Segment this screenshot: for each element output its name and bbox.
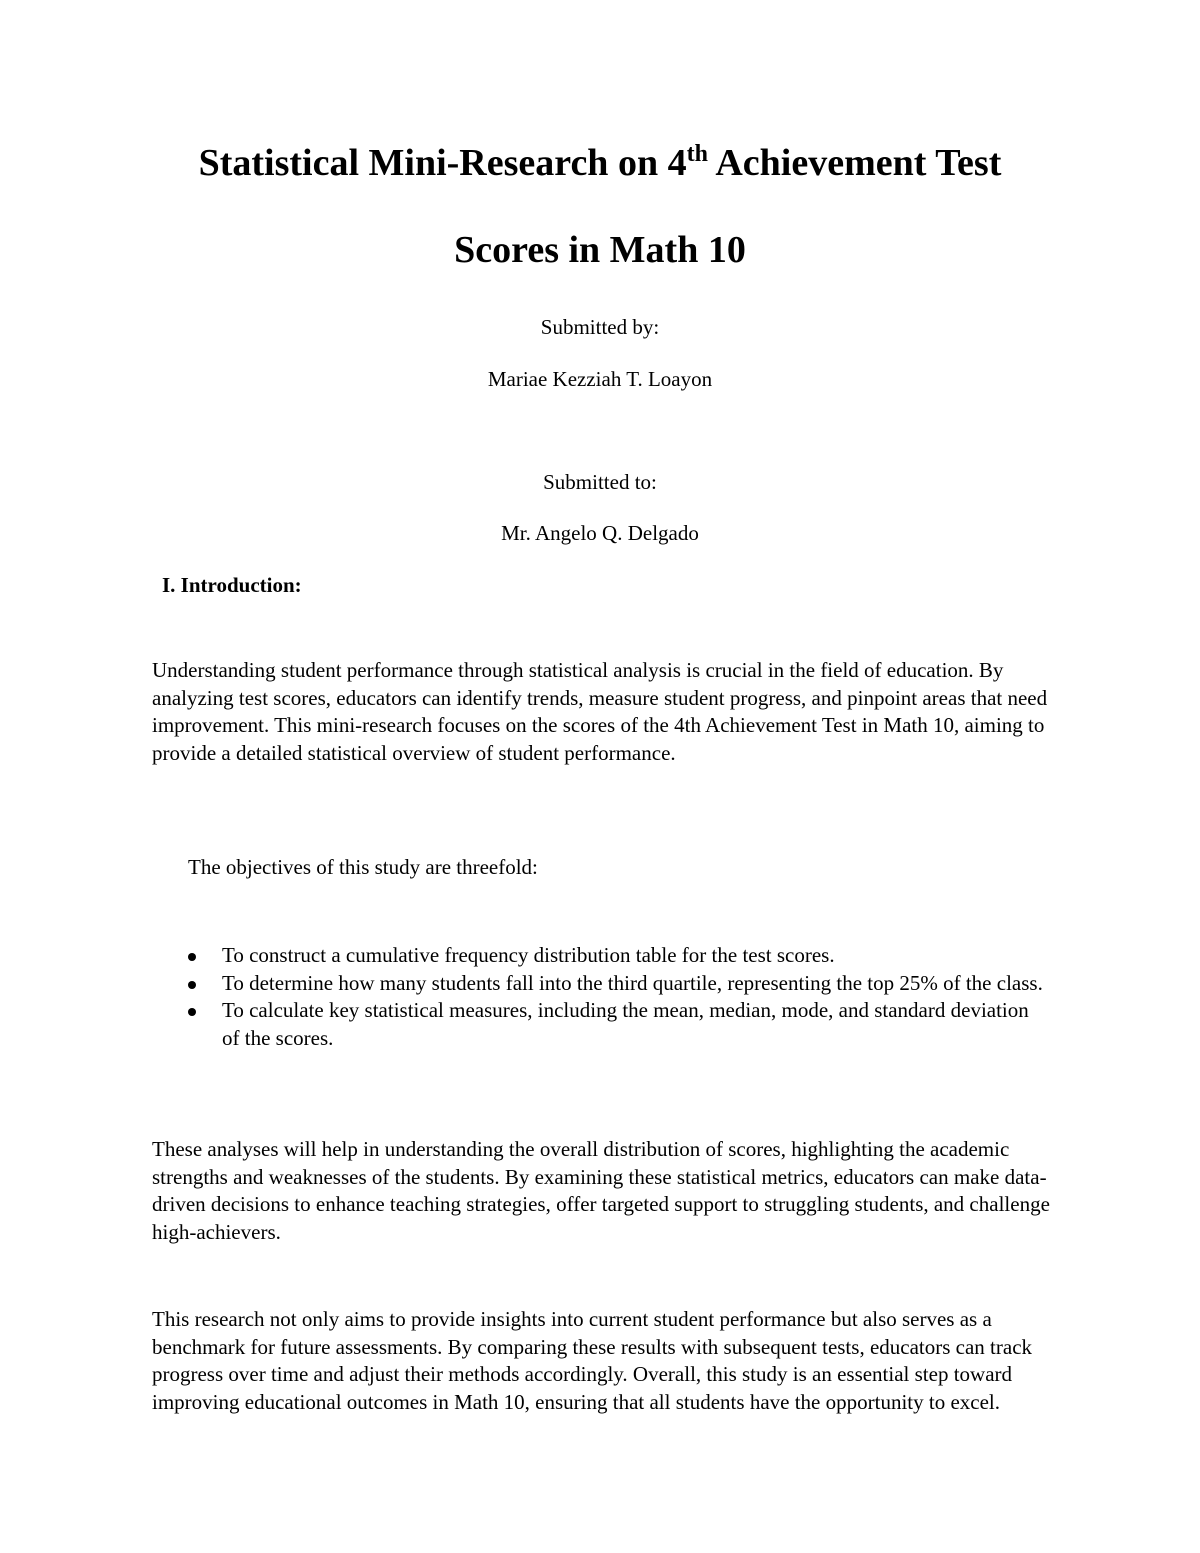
recipient-name: Mr. Angelo Q. Delgado (501, 521, 699, 545)
document-title-line-1 (0, 141, 1200, 185)
objective-text: To determine how many students fall into the third quartile, representing the top 25% of the class. (222, 970, 1043, 995)
title-superscript: th (686, 141, 708, 167)
introduction-paragraph-3: This research not only aims to provide insights into current student performance but also serves as a benchmark for future assessments. By comparing these results with subsequent tests, educators can track progress over time and adjust their methods accordingly. Overall, this study is an essential step toward improving educational outcomes in Math 10, ensuring that all students have the opportunity to excel. (152, 1307, 1033, 1414)
list-item (188, 970, 1048, 998)
title-text-part-1: Statistical Mini-Research on 4 (198, 142, 687, 184)
bullet-icon (188, 981, 196, 989)
bullet-icon (188, 1008, 196, 1016)
section-heading-introduction: I. Introduction: (162, 573, 302, 597)
objective-text: To construct a cumulative frequency distribution table for the test scores. (222, 943, 835, 967)
submitted-to-label: Submitted to: (543, 470, 657, 494)
bullet-icon (188, 953, 196, 961)
submitted-by-label: Submitted by: (540, 315, 660, 339)
objective-text: To calculate key statistical measures, including the mean, median, mode, and standard deviation of the scores. (222, 998, 1029, 1050)
objectives-intro: The objectives of this study are threefold: (188, 855, 538, 879)
objectives-list (188, 942, 1048, 1052)
title-text-part-2: Achievement Test (707, 142, 1002, 184)
list-item (188, 997, 1048, 1052)
introduction-paragraph-1: Understanding student performance through statistical analysis is crucial in the field of education. By analyzing test scores, educators can identify trends, measure student progress, and pinpoint areas that need improvement. This mini-research focuses on the scores of the 4th Achievement Test in Math 10, aiming to provide a detailed statistical overview of student performance. (152, 658, 1048, 765)
author-name: Mariae Kezziah T. Loayon (487, 367, 713, 391)
introduction-paragraph-2: These analyses will help in understanding the overall distribution of scores, highlighting the academic strengths and weaknesses of the students. By examining these statistical metrics, educators can make data-driven decisions to enhance teaching strategies, offer targeted support to struggling students, and challenge high-achievers. (152, 1137, 1050, 1244)
list-item (188, 942, 1048, 970)
document-title-line-2: Scores in Math 10 (454, 229, 746, 271)
